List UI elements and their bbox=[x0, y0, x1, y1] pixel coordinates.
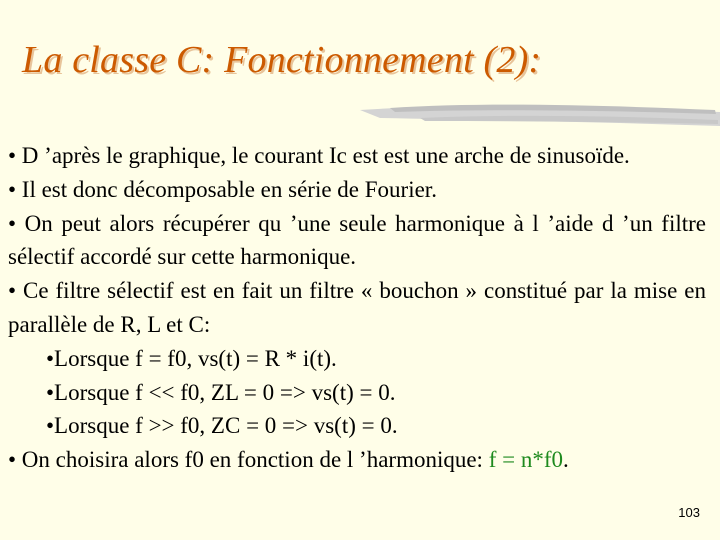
last-prefix: • On choisira alors f0 en fonction de l ’harmonique: bbox=[8, 447, 489, 473]
sub-bullet: •Lorsque f >> f0, ZC = 0 => vs(t) = 0. bbox=[46, 413, 398, 439]
slide-body bbox=[8, 139, 706, 477]
brush-stroke-divider bbox=[0, 96, 720, 136]
bullet-paragraph: • Il est donc décomposable en série de Fourier. bbox=[8, 176, 437, 202]
page-number: 103 bbox=[678, 505, 700, 520]
bullet-paragraph-last bbox=[8, 443, 706, 477]
slide-title: La classe C: Fonctionnement (2): bbox=[22, 39, 542, 81]
formula-highlight: f = n*f0 bbox=[488, 447, 563, 473]
sub-bullet: •Lorsque f = f0, vs(t) = R * i(t). bbox=[46, 345, 337, 371]
sub-bullet: •Lorsque f << f0, ZL = 0 => vs(t) = 0. bbox=[46, 379, 396, 405]
bullet-paragraph: • D ’après le graphique, le courant Ic est est une arche de sinusoïde. bbox=[8, 143, 630, 168]
bullet-paragraph: • On peut alors récupérer qu ’une seule harmonique à l ’aide d ’un filtre sélectif accordé sur cette harmonique. bbox=[8, 210, 706, 270]
bullet-paragraph: • Ce filtre sélectif est en fait un filtre « bouchon » constitué par la mise en parallèle de R, L et C: bbox=[8, 278, 706, 337]
last-suffix: . bbox=[563, 447, 569, 473]
